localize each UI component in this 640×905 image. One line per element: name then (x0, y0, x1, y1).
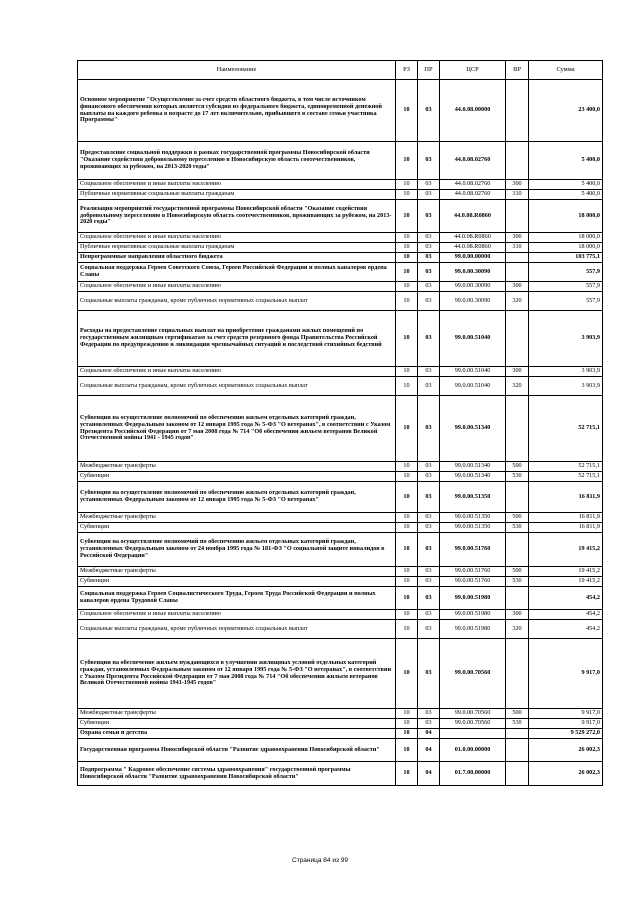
row-name-cell: Межбюджетные трансферты (78, 462, 396, 472)
table-row (78, 377, 603, 396)
row-rz-cell: 10 (396, 577, 418, 587)
row-csr-cell: 99.0.00.51980 (440, 587, 506, 610)
row-sum-cell: 26 002,3 (529, 762, 603, 786)
row-vr-cell: 300 (506, 367, 529, 377)
row-sum-cell: 103 775,1 (529, 253, 603, 263)
table-row (78, 639, 603, 709)
row-sum-cell: 26 002,3 (529, 739, 603, 762)
row-rz-cell: 10 (396, 180, 418, 190)
budget-document (77, 60, 602, 786)
row-name-cell: Непрограммные направления областного бюджета (78, 253, 396, 263)
row-csr-cell: 99.0.00.51760 (440, 533, 506, 567)
row-pr-cell: 03 (418, 292, 440, 311)
table-row (78, 253, 603, 263)
row-csr-cell: 44.0.08.R0860 (440, 243, 506, 253)
row-rz-cell: 10 (396, 709, 418, 719)
row-rz-cell: 10 (396, 482, 418, 513)
table-row (78, 577, 603, 587)
row-name-cell: Охрана семьи и детства (78, 729, 396, 739)
row-vr-cell: 320 (506, 620, 529, 639)
row-rz-cell: 10 (396, 472, 418, 482)
table-row (78, 396, 603, 462)
row-sum-cell: 18 000,0 (529, 243, 603, 253)
row-rz-cell: 10 (396, 533, 418, 567)
row-csr-cell: 99.0.00.51760 (440, 577, 506, 587)
row-name-cell: Субвенции (78, 523, 396, 533)
row-pr-cell: 03 (418, 577, 440, 587)
header-rz: РЗ (396, 61, 418, 80)
row-vr-cell (506, 533, 529, 567)
row-name-cell: Субвенции на осуществление полномочий по обеспечению жильем отдельных категорий граждан, установленных Федеральным законом от 24 ноября 1995 года № 181-ФЗ "О социальной защите инвалидов в Российской Федерации" (78, 533, 396, 567)
row-vr-cell: 320 (506, 292, 529, 311)
table-row (78, 620, 603, 639)
row-pr-cell: 03 (418, 180, 440, 190)
table-row (78, 142, 603, 180)
row-rz-cell: 10 (396, 513, 418, 523)
table-row (78, 567, 603, 577)
table-row (78, 719, 603, 729)
row-rz-cell: 10 (396, 462, 418, 472)
row-csr-cell (440, 729, 506, 739)
row-name-cell: Социальные выплаты гражданам, кроме публичных нормативных социальных выплат (78, 620, 396, 639)
row-rz-cell: 10 (396, 200, 418, 233)
row-vr-cell (506, 80, 529, 142)
row-rz-cell: 10 (396, 80, 418, 142)
row-sum-cell: 16 811,9 (529, 482, 603, 513)
row-name-cell: Субвенции на обеспечение жильем нуждающихся в улучшении жилищных условий отдельных категорий граждан, установленных Федеральным законом от 12 января 1995 года № 5-ФЗ "О ветеранах", в соответствии с Указом Президента Российской Федерации от 7 мая 2008 года № 714 "Об обеспечении жильем ветеранов Великой Отечественной войны 1941-1945 годов" (78, 639, 396, 709)
row-name-cell: Социальное обеспечение и иные выплаты населению (78, 282, 396, 292)
row-rz-cell: 10 (396, 282, 418, 292)
row-csr-cell: 44.0.08.02760 (440, 180, 506, 190)
row-sum-cell: 52 715,1 (529, 462, 603, 472)
header-name: Наименование (78, 61, 396, 80)
table-row (78, 282, 603, 292)
row-pr-cell: 03 (418, 233, 440, 243)
row-sum-cell: 454,2 (529, 610, 603, 620)
header-sum: Сумма (529, 61, 603, 80)
row-csr-cell: 44.0.08.00000 (440, 80, 506, 142)
row-sum-cell: 16 811,9 (529, 523, 603, 533)
row-pr-cell: 03 (418, 243, 440, 253)
table-row (78, 292, 603, 311)
row-pr-cell: 03 (418, 639, 440, 709)
table-row (78, 462, 603, 472)
row-vr-cell (506, 762, 529, 786)
row-vr-cell: 530 (506, 523, 529, 533)
table-row (78, 243, 603, 253)
row-name-cell: Основное мероприятие "Осуществление за счет средств областного бюджета, в том числе источником финансового обеспечения которых является субсидия из федерального бюджета, единовременной денежной выплаты на каждого ребенка в возрасте до 17 лет включительно, прибывшего в составе семьи участника Программы" (78, 80, 396, 142)
table-row (78, 729, 603, 739)
row-name-cell: Социальные выплаты гражданам, кроме публичных нормативных социальных выплат (78, 377, 396, 396)
row-vr-cell (506, 253, 529, 263)
header-pr: ПР (418, 61, 440, 80)
row-rz-cell: 10 (396, 729, 418, 739)
row-csr-cell: 99.0.00.51350 (440, 523, 506, 533)
row-vr-cell (506, 142, 529, 180)
row-sum-cell: 5 400,0 (529, 142, 603, 180)
row-csr-cell: 99.0.00.30090 (440, 282, 506, 292)
row-sum-cell: 19 415,2 (529, 567, 603, 577)
row-csr-cell: 99.0.00.51350 (440, 513, 506, 523)
row-vr-cell: 300 (506, 233, 529, 243)
row-sum-cell: 19 415,2 (529, 533, 603, 567)
row-rz-cell: 10 (396, 142, 418, 180)
row-sum-cell: 5 400,0 (529, 190, 603, 200)
table-row (78, 367, 603, 377)
table-row (78, 610, 603, 620)
row-csr-cell: 44.0.08.R0860 (440, 233, 506, 243)
row-pr-cell: 03 (418, 709, 440, 719)
row-pr-cell: 03 (418, 253, 440, 263)
row-sum-cell: 9 917,0 (529, 709, 603, 719)
row-name-cell: Публичные нормативные социальные выплаты гражданам (78, 190, 396, 200)
row-sum-cell: 3 903,9 (529, 367, 603, 377)
row-name-cell: Реализация мероприятий государственной программы Новосибирской области "Оказание содействия добровольному переселению в Новосибирскую область соотечественников, проживающих за рубежом, на 2013-2020 годы" (78, 200, 396, 233)
row-vr-cell: 320 (506, 377, 529, 396)
row-csr-cell: 01.0.00.00000 (440, 739, 506, 762)
row-csr-cell: 99.0.00.30090 (440, 263, 506, 282)
table-row (78, 233, 603, 243)
row-vr-cell: 500 (506, 513, 529, 523)
row-pr-cell: 03 (418, 200, 440, 233)
row-rz-cell: 10 (396, 620, 418, 639)
row-pr-cell: 03 (418, 311, 440, 367)
row-rz-cell: 10 (396, 567, 418, 577)
row-sum-cell: 3 903,9 (529, 311, 603, 367)
table-row (78, 739, 603, 762)
row-rz-cell: 10 (396, 739, 418, 762)
row-pr-cell: 03 (418, 377, 440, 396)
row-csr-cell: 99.0.00.70560 (440, 639, 506, 709)
row-name-cell: Субвенции на осуществление полномочий по обеспечению жильем отдельных категорий граждан, установленных Федеральным законом от 12 января 1995 года № 5-ФЗ "О ветеранах", в соответствии с Указом Президента Российской Федерации от 7 мая 2008 года № 714 "Об обеспечении жильем ветеранов Великой Отечественной войны 1941 - 1945 годов" (78, 396, 396, 462)
row-csr-cell: 99.0.00.51340 (440, 396, 506, 462)
row-sum-cell: 9 529 272,0 (529, 729, 603, 739)
row-name-cell: Социальное обеспечение и иные выплаты населению (78, 180, 396, 190)
row-rz-cell: 10 (396, 587, 418, 610)
row-name-cell: Субвенции на осуществление полномочий по обеспечению жильем отдельных категорий граждан, установленных Федеральным законом от 12 января 1995 года № 5-ФЗ "О ветеранах" (78, 482, 396, 513)
table-row (78, 80, 603, 142)
row-csr-cell: 99.0.00.51350 (440, 482, 506, 513)
row-vr-cell (506, 587, 529, 610)
row-pr-cell: 03 (418, 587, 440, 610)
table-row (78, 200, 603, 233)
row-name-cell: Предоставление социальной поддержки в рамках государственной программы Новосибирской области "Оказание содействия добровольному переселению в Новосибирскую область соотечественников, проживающих за рубежом, на 2013-2020 годы" (78, 142, 396, 180)
row-name-cell: Социальные выплаты гражданам, кроме публичных нормативных социальных выплат (78, 292, 396, 311)
row-pr-cell: 03 (418, 567, 440, 577)
budget-table (77, 60, 603, 786)
row-vr-cell (506, 639, 529, 709)
table-row (78, 523, 603, 533)
row-sum-cell: 52 715,1 (529, 396, 603, 462)
row-vr-cell: 310 (506, 190, 529, 200)
row-name-cell: Социальная поддержка Героев Советского Союза, Героев Российской Федерации и полных кавалеров ордена Славы (78, 263, 396, 282)
table-row (78, 513, 603, 523)
row-name-cell: Социальное обеспечение и иные выплаты населению (78, 610, 396, 620)
row-csr-cell: 99.0.00.51760 (440, 567, 506, 577)
row-pr-cell: 03 (418, 523, 440, 533)
row-pr-cell: 04 (418, 739, 440, 762)
row-name-cell: Межбюджетные трансферты (78, 513, 396, 523)
row-vr-cell (506, 396, 529, 462)
row-sum-cell: 18 000,0 (529, 233, 603, 243)
row-pr-cell: 03 (418, 482, 440, 513)
row-rz-cell: 10 (396, 396, 418, 462)
row-csr-cell: 44.0.08.02760 (440, 190, 506, 200)
row-csr-cell: 99.0.00.70560 (440, 719, 506, 729)
row-pr-cell: 03 (418, 282, 440, 292)
table-row (78, 311, 603, 367)
row-rz-cell: 10 (396, 639, 418, 709)
row-rz-cell: 10 (396, 190, 418, 200)
row-sum-cell: 19 415,2 (529, 577, 603, 587)
row-csr-cell: 44.0.08.R0860 (440, 200, 506, 233)
row-pr-cell: 03 (418, 190, 440, 200)
row-csr-cell: 99.0.00.70560 (440, 709, 506, 719)
row-vr-cell: 500 (506, 709, 529, 719)
row-vr-cell: 500 (506, 462, 529, 472)
row-pr-cell: 03 (418, 367, 440, 377)
row-csr-cell: 99.0.00.51980 (440, 620, 506, 639)
row-vr-cell: 300 (506, 180, 529, 190)
row-pr-cell: 03 (418, 620, 440, 639)
table-row (78, 533, 603, 567)
row-vr-cell: 530 (506, 472, 529, 482)
row-pr-cell: 03 (418, 263, 440, 282)
row-vr-cell: 310 (506, 243, 529, 253)
row-sum-cell: 454,2 (529, 587, 603, 610)
row-name-cell: Публичные нормативные социальные выплаты гражданам (78, 243, 396, 253)
header-vr: ВР (506, 61, 529, 80)
row-vr-cell (506, 200, 529, 233)
row-rz-cell: 10 (396, 311, 418, 367)
row-vr-cell (506, 263, 529, 282)
row-rz-cell: 10 (396, 233, 418, 243)
table-body (78, 80, 603, 786)
row-vr-cell (506, 739, 529, 762)
row-pr-cell: 04 (418, 762, 440, 786)
row-csr-cell: 44.0.08.02760 (440, 142, 506, 180)
row-sum-cell: 3 903,9 (529, 377, 603, 396)
table-header-row (78, 61, 603, 80)
row-name-cell: Субвенции (78, 472, 396, 482)
row-sum-cell: 557,9 (529, 282, 603, 292)
row-vr-cell: 500 (506, 567, 529, 577)
table-row (78, 190, 603, 200)
row-pr-cell: 04 (418, 729, 440, 739)
page-footer: Страница 84 из 99 (292, 857, 348, 864)
row-vr-cell (506, 482, 529, 513)
table-row (78, 709, 603, 719)
row-pr-cell: 03 (418, 719, 440, 729)
row-rz-cell: 10 (396, 523, 418, 533)
row-csr-cell: 99.0.00.51980 (440, 610, 506, 620)
row-rz-cell: 10 (396, 719, 418, 729)
row-csr-cell: 99.0.00.51340 (440, 462, 506, 472)
row-csr-cell: 99.0.00.51040 (440, 367, 506, 377)
row-vr-cell: 530 (506, 577, 529, 587)
row-csr-cell: 99.0.00.51340 (440, 472, 506, 482)
table-row (78, 482, 603, 513)
row-rz-cell: 10 (396, 253, 418, 263)
row-sum-cell: 18 000,0 (529, 200, 603, 233)
row-pr-cell: 03 (418, 533, 440, 567)
row-pr-cell: 03 (418, 396, 440, 462)
row-csr-cell: 99.0.00.30090 (440, 292, 506, 311)
row-csr-cell: 99.0.00.51040 (440, 377, 506, 396)
row-vr-cell: 530 (506, 719, 529, 729)
row-name-cell: Социальное обеспечение и иные выплаты населению (78, 233, 396, 243)
row-pr-cell: 03 (418, 462, 440, 472)
row-sum-cell: 557,9 (529, 263, 603, 282)
header-csr: ЦСР (440, 61, 506, 80)
row-rz-cell: 10 (396, 762, 418, 786)
row-rz-cell: 10 (396, 610, 418, 620)
table-row (78, 472, 603, 482)
row-name-cell: Межбюджетные трансферты (78, 709, 396, 719)
row-name-cell: Социальная поддержка Героев Социалистического Труда, Героев Труда Российской Федерации и полных кавалеров ордена Трудовой Славы (78, 587, 396, 610)
row-pr-cell: 03 (418, 513, 440, 523)
row-csr-cell: 99.0.00.51040 (440, 311, 506, 367)
row-sum-cell: 16 811,9 (529, 513, 603, 523)
row-csr-cell: 99.0.00.00000 (440, 253, 506, 263)
row-sum-cell: 557,9 (529, 292, 603, 311)
row-name-cell: Расходы на предоставление социальных выплат на приобретение гражданами жилых помещений по государственным жилищным сертификатам за счет средств резервного фонда Правительства Российской Федерации по предупреждению и ликвидации чрезвычайных ситуаций и последствий стихийных бедствий (78, 311, 396, 367)
row-sum-cell: 9 917,0 (529, 639, 603, 709)
row-sum-cell: 454,2 (529, 620, 603, 639)
table-row (78, 587, 603, 610)
row-rz-cell: 10 (396, 367, 418, 377)
row-csr-cell: 01.7.00.00000 (440, 762, 506, 786)
row-rz-cell: 10 (396, 243, 418, 253)
row-sum-cell: 5 400,0 (529, 180, 603, 190)
row-rz-cell: 10 (396, 377, 418, 396)
row-name-cell: Социальное обеспечение и иные выплаты населению (78, 367, 396, 377)
row-vr-cell: 300 (506, 610, 529, 620)
row-vr-cell: 300 (506, 282, 529, 292)
table-row (78, 263, 603, 282)
table-row (78, 180, 603, 190)
row-name-cell: Субвенции (78, 577, 396, 587)
row-pr-cell: 03 (418, 80, 440, 142)
row-name-cell: Субвенции (78, 719, 396, 729)
row-pr-cell: 03 (418, 610, 440, 620)
row-name-cell: Государственная программа Новосибирской области "Развитие здравоохранения Новосибирской области" (78, 739, 396, 762)
row-name-cell: Межбюджетные трансферты (78, 567, 396, 577)
row-pr-cell: 03 (418, 142, 440, 180)
row-rz-cell: 10 (396, 292, 418, 311)
row-pr-cell: 03 (418, 472, 440, 482)
row-name-cell: Подпрограмма " Кадровое обеспечение системы здравоохранения" государственной программы Новосибирской области "Развитие здравоохранения Новосибирской области" (78, 762, 396, 786)
table-row (78, 762, 603, 786)
row-rz-cell: 10 (396, 263, 418, 282)
row-sum-cell: 9 917,0 (529, 719, 603, 729)
row-vr-cell (506, 729, 529, 739)
row-sum-cell: 23 400,0 (529, 80, 603, 142)
row-sum-cell: 52 715,1 (529, 472, 603, 482)
row-vr-cell (506, 311, 529, 367)
